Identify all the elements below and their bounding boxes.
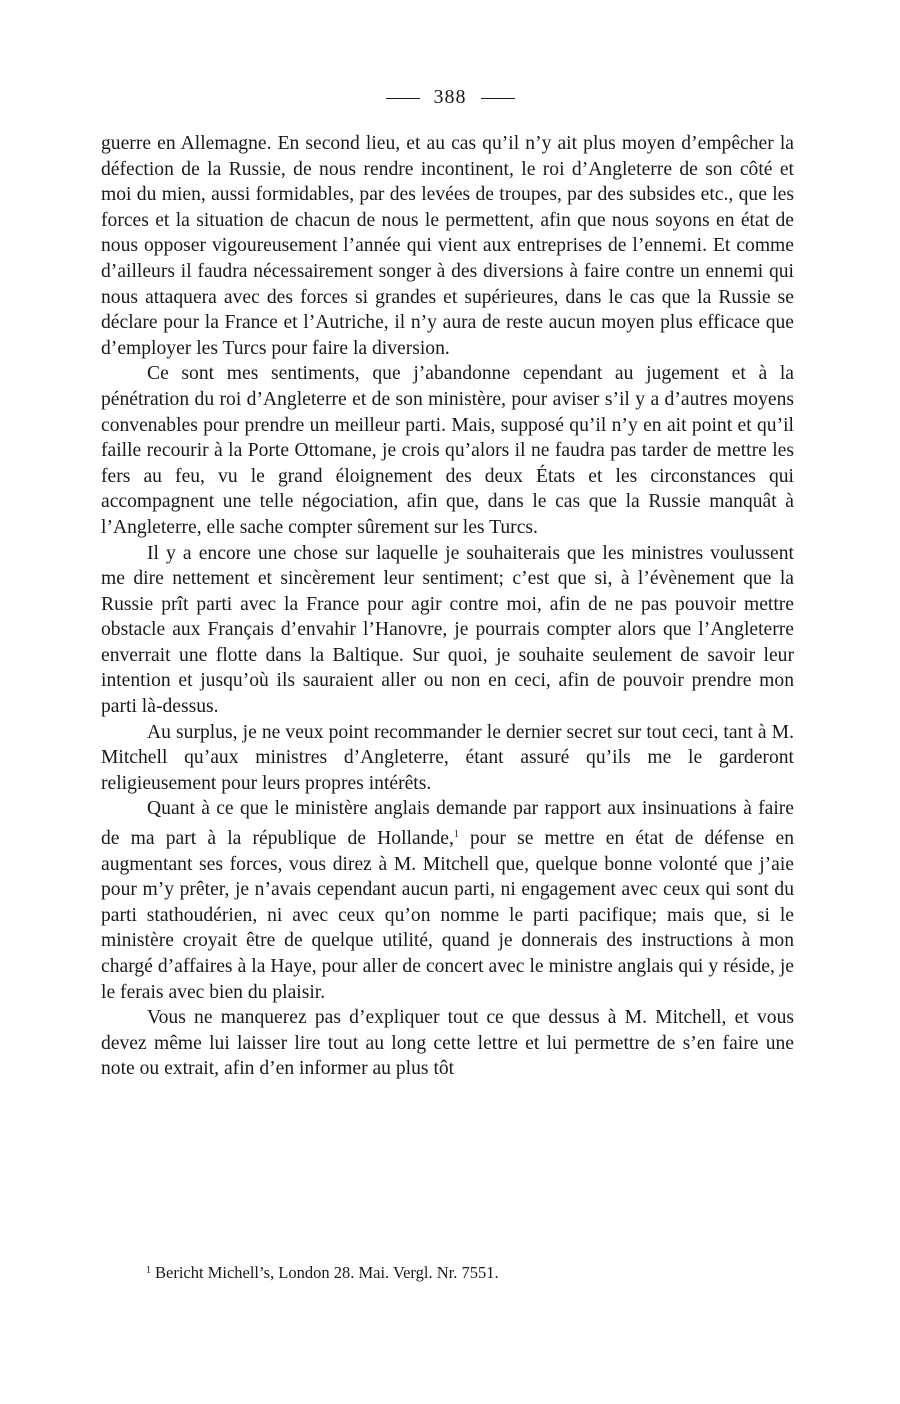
paragraph-1: guerre en Allemagne. En second lieu, et au cas qu’il n’y ait plus moyen d’empêcher la défection de la Russie, de nous rendre incontinent, le roi d’Angleterre de son côté et moi du mien, aussi formidables, par des levées de troupes, par des subsides etc., que les forces et la situation de chacun de nous le permettent, afin que nous soyons en état de nous opposer vigoureusement l’année qui vient aux entreprises de l’ennemi. Et comme d’ailleurs il faudra nécessairement songer à des diversions à faire contre un ennemi qui nous attaquera avec des forces si grandes et supérieures, dans le cas que la Russie se déclare pour la France et l’Autriche, il n’y aura de reste aucun moyen plus efficace que d’employer les Turcs pour faire la diversion. [101, 133, 794, 359]
footnote-text: Bericht Michell’s, London 28. Mai. Vergl. Nr. 7551. [155, 1263, 499, 1282]
paragraph-5-text-b: pour se mettre en état de défense en augmentant ses forces, vous direz à M. Mitchell que, quelque bonne volonté que j’aie pour m’y prêter, je n’avais cependant aucun parti, ni engagement avec ceux qui sont du parti stathoudérien, ni avec ceux qu’on nomme le parti pacifique; mais que, si le ministère croyait être de quelque utilité, quand je donnerais des instructions à mon chargé d’affaires à la Haye, pour aller de concert avec le ministre anglais qui y réside, je le ferais avec bien du plaisir. [101, 828, 794, 1003]
paragraph-6: Vous ne manquerez pas d’expliquer tout ce que dessus à M. Mitchell, et vous devez même lui laisser lire tout au long cette lettre et lui permettre de s’en faire une note ou extrait, afin d’en informer au plus tôt [101, 1007, 794, 1080]
paragraph-2: Ce sont mes sentiments, que j’abandonne cependant au jugement et à la pénétration du roi d’Angleterre et de son ministère, pour aviser s’il y a d’autres moyens convenables pour prendre un meilleur parti. Mais, supposé qu’il n’y en ait point et qu’il faille recourir à la Porte Ottomane, je crois qu’alors il ne faudra pas tarder de mettre les fers au feu, vu le grand éloignement des deux États et les circonstances qui accompagnent une telle négociation, afin que, dans le cas que la Russie manquât à l’Angleterre, elle sache compter sûrement sur les Turcs. [101, 363, 794, 538]
paragraph-4: Au surplus, je ne veux point recommander le dernier secret sur tout ceci, tant à M. Mitchell qu’aux ministres d’Angleterre, étant assuré qu’ils me le garderont religieusement pour leurs propres intérêts. [101, 721, 794, 794]
page-number: 388 [433, 86, 467, 108]
letter-body [101, 131, 794, 1082]
footnote [146, 1260, 499, 1284]
page-header [0, 86, 900, 109]
paragraph-3: Il y a encore une chose sur laquelle je souhaiterais que les ministres voulussent me dire nettement et sincèrement leur sentiment; c’est que si, à l’évènement que la Russie prît parti avec la France pour agir contre moi, afin de ne pas pouvoir mettre obstacle aux Français d’envahir l’Hanovre, je pourrais compter alors que l’Angleterre enverrait une flotte dans la Baltique. Sur quoi, je souhaite seulement de savoir leur intention et jusqu’où ils sauraient aller ou non en ceci, afin de pouvoir prendre mon parti là-dessus. [101, 542, 794, 718]
paragraph-5-text-a: Quant à ce que le ministère anglais demande par rapport aux insinuations à faire de ma part à la république de Hollande, [101, 798, 794, 850]
header-dash-left [386, 98, 420, 99]
footnote-reference: 1 [453, 829, 459, 841]
footnote-marker: 1 [146, 1265, 151, 1276]
paragraph-5 [101, 796, 794, 1005]
header-dash-right [481, 98, 515, 99]
